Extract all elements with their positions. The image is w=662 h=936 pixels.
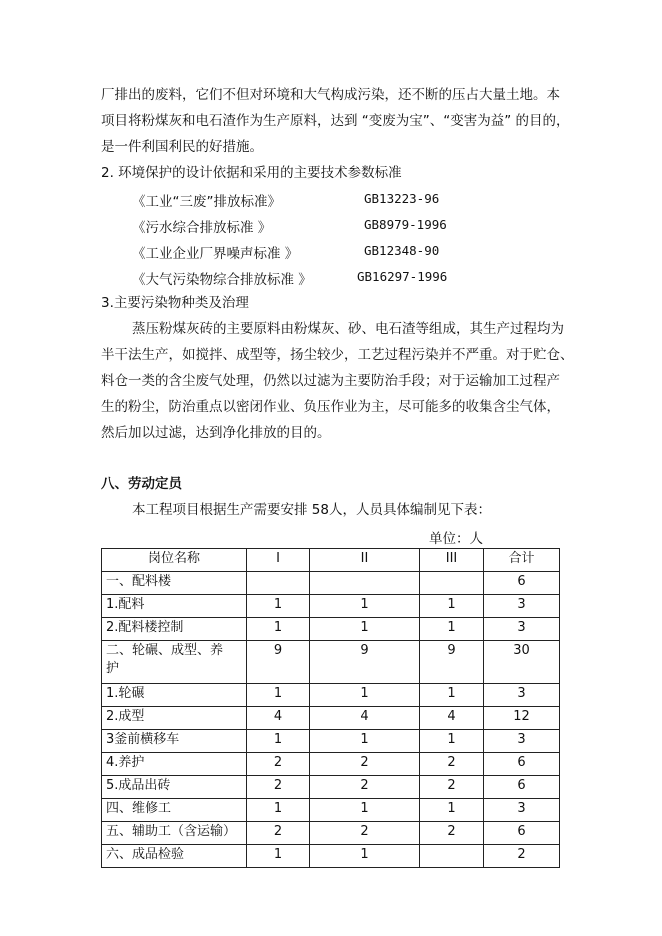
row-total: 30 bbox=[484, 641, 560, 684]
row-shift-1: 1 bbox=[247, 595, 310, 618]
row-shift-3: 2 bbox=[420, 776, 484, 799]
row-shift-2 bbox=[310, 572, 420, 595]
row-shift-2: 2 bbox=[310, 822, 420, 845]
section-3-line-1: 蒸压粉煤灰砖的主要原料由粉煤灰、砂、电石渣等组成，其生产过程均为 bbox=[132, 321, 564, 337]
table-row bbox=[102, 730, 560, 753]
table-row bbox=[102, 822, 560, 845]
row-name-part-1: 二、轮碾、成型、养 bbox=[106, 643, 224, 658]
row-name-part-2: 护 bbox=[106, 661, 120, 676]
row-shift-1: 1 bbox=[247, 730, 310, 753]
header-total: 合计 bbox=[484, 549, 560, 572]
row-shift-3: 2 bbox=[420, 753, 484, 776]
row-shift-3: 1 bbox=[420, 684, 484, 707]
row-shift-2: 1 bbox=[310, 618, 420, 641]
row-shift-2: 1 bbox=[310, 684, 420, 707]
table-row bbox=[102, 684, 560, 707]
standard-name-1: 《工业“三废”排放标准》 bbox=[132, 194, 281, 210]
header-shift-3: III bbox=[420, 549, 484, 572]
row-total: 6 bbox=[484, 776, 560, 799]
row-name: 5.成品出砖 bbox=[102, 776, 247, 799]
standard-code-1: GB13223-96 bbox=[364, 191, 440, 206]
standard-name-2: 《污水综合排放标准 》 bbox=[132, 220, 272, 236]
row-shift-3: 1 bbox=[420, 595, 484, 618]
section-8-heading: 八、劳动定员 bbox=[101, 476, 182, 492]
row-name: 2.成型 bbox=[102, 707, 247, 730]
row-shift-1: 4 bbox=[247, 707, 310, 730]
row-shift-1: 1 bbox=[247, 799, 310, 822]
row-total: 12 bbox=[484, 707, 560, 730]
row-total: 3 bbox=[484, 618, 560, 641]
standard-name-4: 《大气污染物综合排放标准 》 bbox=[132, 272, 312, 288]
section-2-heading: 2. 环境保护的设计依据和采用的主要技术参数标准 bbox=[101, 165, 402, 181]
row-total: 2 bbox=[484, 845, 560, 868]
row-total: 3 bbox=[484, 799, 560, 822]
section-3-heading: 3.主要污染物种类及治理 bbox=[101, 295, 249, 311]
row-total: 6 bbox=[484, 822, 560, 845]
row-name: 2.配料楼控制 bbox=[102, 618, 247, 641]
table-row bbox=[102, 707, 560, 730]
row-name: 3釜前横移车 bbox=[102, 730, 247, 753]
staffing-table bbox=[101, 548, 560, 868]
row-name: 一、配料楼 bbox=[102, 572, 247, 595]
row-total: 3 bbox=[484, 730, 560, 753]
row-shift-3: 4 bbox=[420, 707, 484, 730]
header-shift-1: I bbox=[247, 549, 310, 572]
row-total: 6 bbox=[484, 753, 560, 776]
standard-code-4: GB16297-1996 bbox=[357, 269, 448, 284]
row-shift-2: 1 bbox=[310, 799, 420, 822]
standard-code-2: GB8979-1996 bbox=[364, 217, 447, 232]
section-3-line-3: 料仓一类的含尘废气处理，仍然以过滤为主要防治手段；对于运输加工过程产 bbox=[101, 373, 560, 389]
row-shift-1: 1 bbox=[247, 845, 310, 868]
section-3-line-2: 半干法生产，如搅拌、成型等，扬尘较少，工艺过程污染并不严重。对于贮仓、 bbox=[101, 347, 574, 363]
row-total: 3 bbox=[484, 595, 560, 618]
row-shift-3: 2 bbox=[420, 822, 484, 845]
header-post-name: 岗位名称 bbox=[102, 549, 247, 572]
row-shift-2: 4 bbox=[310, 707, 420, 730]
table-row bbox=[102, 776, 560, 799]
section-3-line-5: 然后加以过滤，达到净化排放的目的。 bbox=[101, 425, 331, 441]
row-total: 6 bbox=[484, 572, 560, 595]
row-name: 四、维修工 bbox=[102, 799, 247, 822]
row-shift-2: 2 bbox=[310, 753, 420, 776]
table-row bbox=[102, 845, 560, 868]
table-row bbox=[102, 641, 560, 684]
row-total: 3 bbox=[484, 684, 560, 707]
table-header-row bbox=[102, 549, 560, 572]
header-shift-2: II bbox=[310, 549, 420, 572]
row-shift-2: 1 bbox=[310, 730, 420, 753]
row-shift-1: 2 bbox=[247, 776, 310, 799]
standard-code-3: GB12348-90 bbox=[364, 243, 440, 258]
intro-line-2: 项目将粉煤灰和电石渣作为生产原料，达到 “变废为宝”、“变害为益” 的目的， bbox=[101, 113, 570, 129]
row-shift-1 bbox=[247, 572, 310, 595]
row-shift-1: 1 bbox=[247, 618, 310, 641]
row-name: 1.轮碾 bbox=[102, 684, 247, 707]
row-shift-1: 2 bbox=[247, 822, 310, 845]
row-shift-3: 9 bbox=[420, 641, 484, 684]
section-3-line-4: 生的粉尘，防治重点以密闭作业、负压作业为主，尽可能多的收集含尘气体， bbox=[101, 399, 560, 415]
table-row bbox=[102, 753, 560, 776]
row-shift-3 bbox=[420, 845, 484, 868]
row-name bbox=[102, 641, 247, 684]
row-shift-2: 2 bbox=[310, 776, 420, 799]
row-shift-1: 2 bbox=[247, 753, 310, 776]
row-shift-3: 1 bbox=[420, 799, 484, 822]
row-shift-3: 1 bbox=[420, 730, 484, 753]
table-row bbox=[102, 595, 560, 618]
row-name: 六、成品检验 bbox=[102, 845, 247, 868]
standard-name-3: 《工业企业厂界噪声标准 》 bbox=[132, 246, 299, 262]
unit-label: 单位：人 bbox=[429, 531, 483, 547]
section-8-intro: 本工程项目根据生产需要安排 58人，人员具体编制见下表： bbox=[132, 502, 491, 518]
table-row bbox=[102, 572, 560, 595]
row-shift-2: 9 bbox=[310, 641, 420, 684]
table-row bbox=[102, 799, 560, 822]
table-row bbox=[102, 618, 560, 641]
row-shift-2: 1 bbox=[310, 845, 420, 868]
row-name: 1.配料 bbox=[102, 595, 247, 618]
intro-line-3: 是一件利国利民的好措施。 bbox=[101, 139, 263, 155]
row-shift-3: 1 bbox=[420, 618, 484, 641]
row-shift-2: 1 bbox=[310, 595, 420, 618]
row-shift-3 bbox=[420, 572, 484, 595]
row-name: 4.养护 bbox=[102, 753, 247, 776]
row-shift-1: 9 bbox=[247, 641, 310, 684]
row-name: 五、辅助工（含运输） bbox=[102, 822, 247, 845]
row-shift-1: 1 bbox=[247, 684, 310, 707]
intro-line-1: 厂排出的废料，它们不但对环境和大气构成污染，还不断的压占大量土地。本 bbox=[101, 87, 560, 103]
